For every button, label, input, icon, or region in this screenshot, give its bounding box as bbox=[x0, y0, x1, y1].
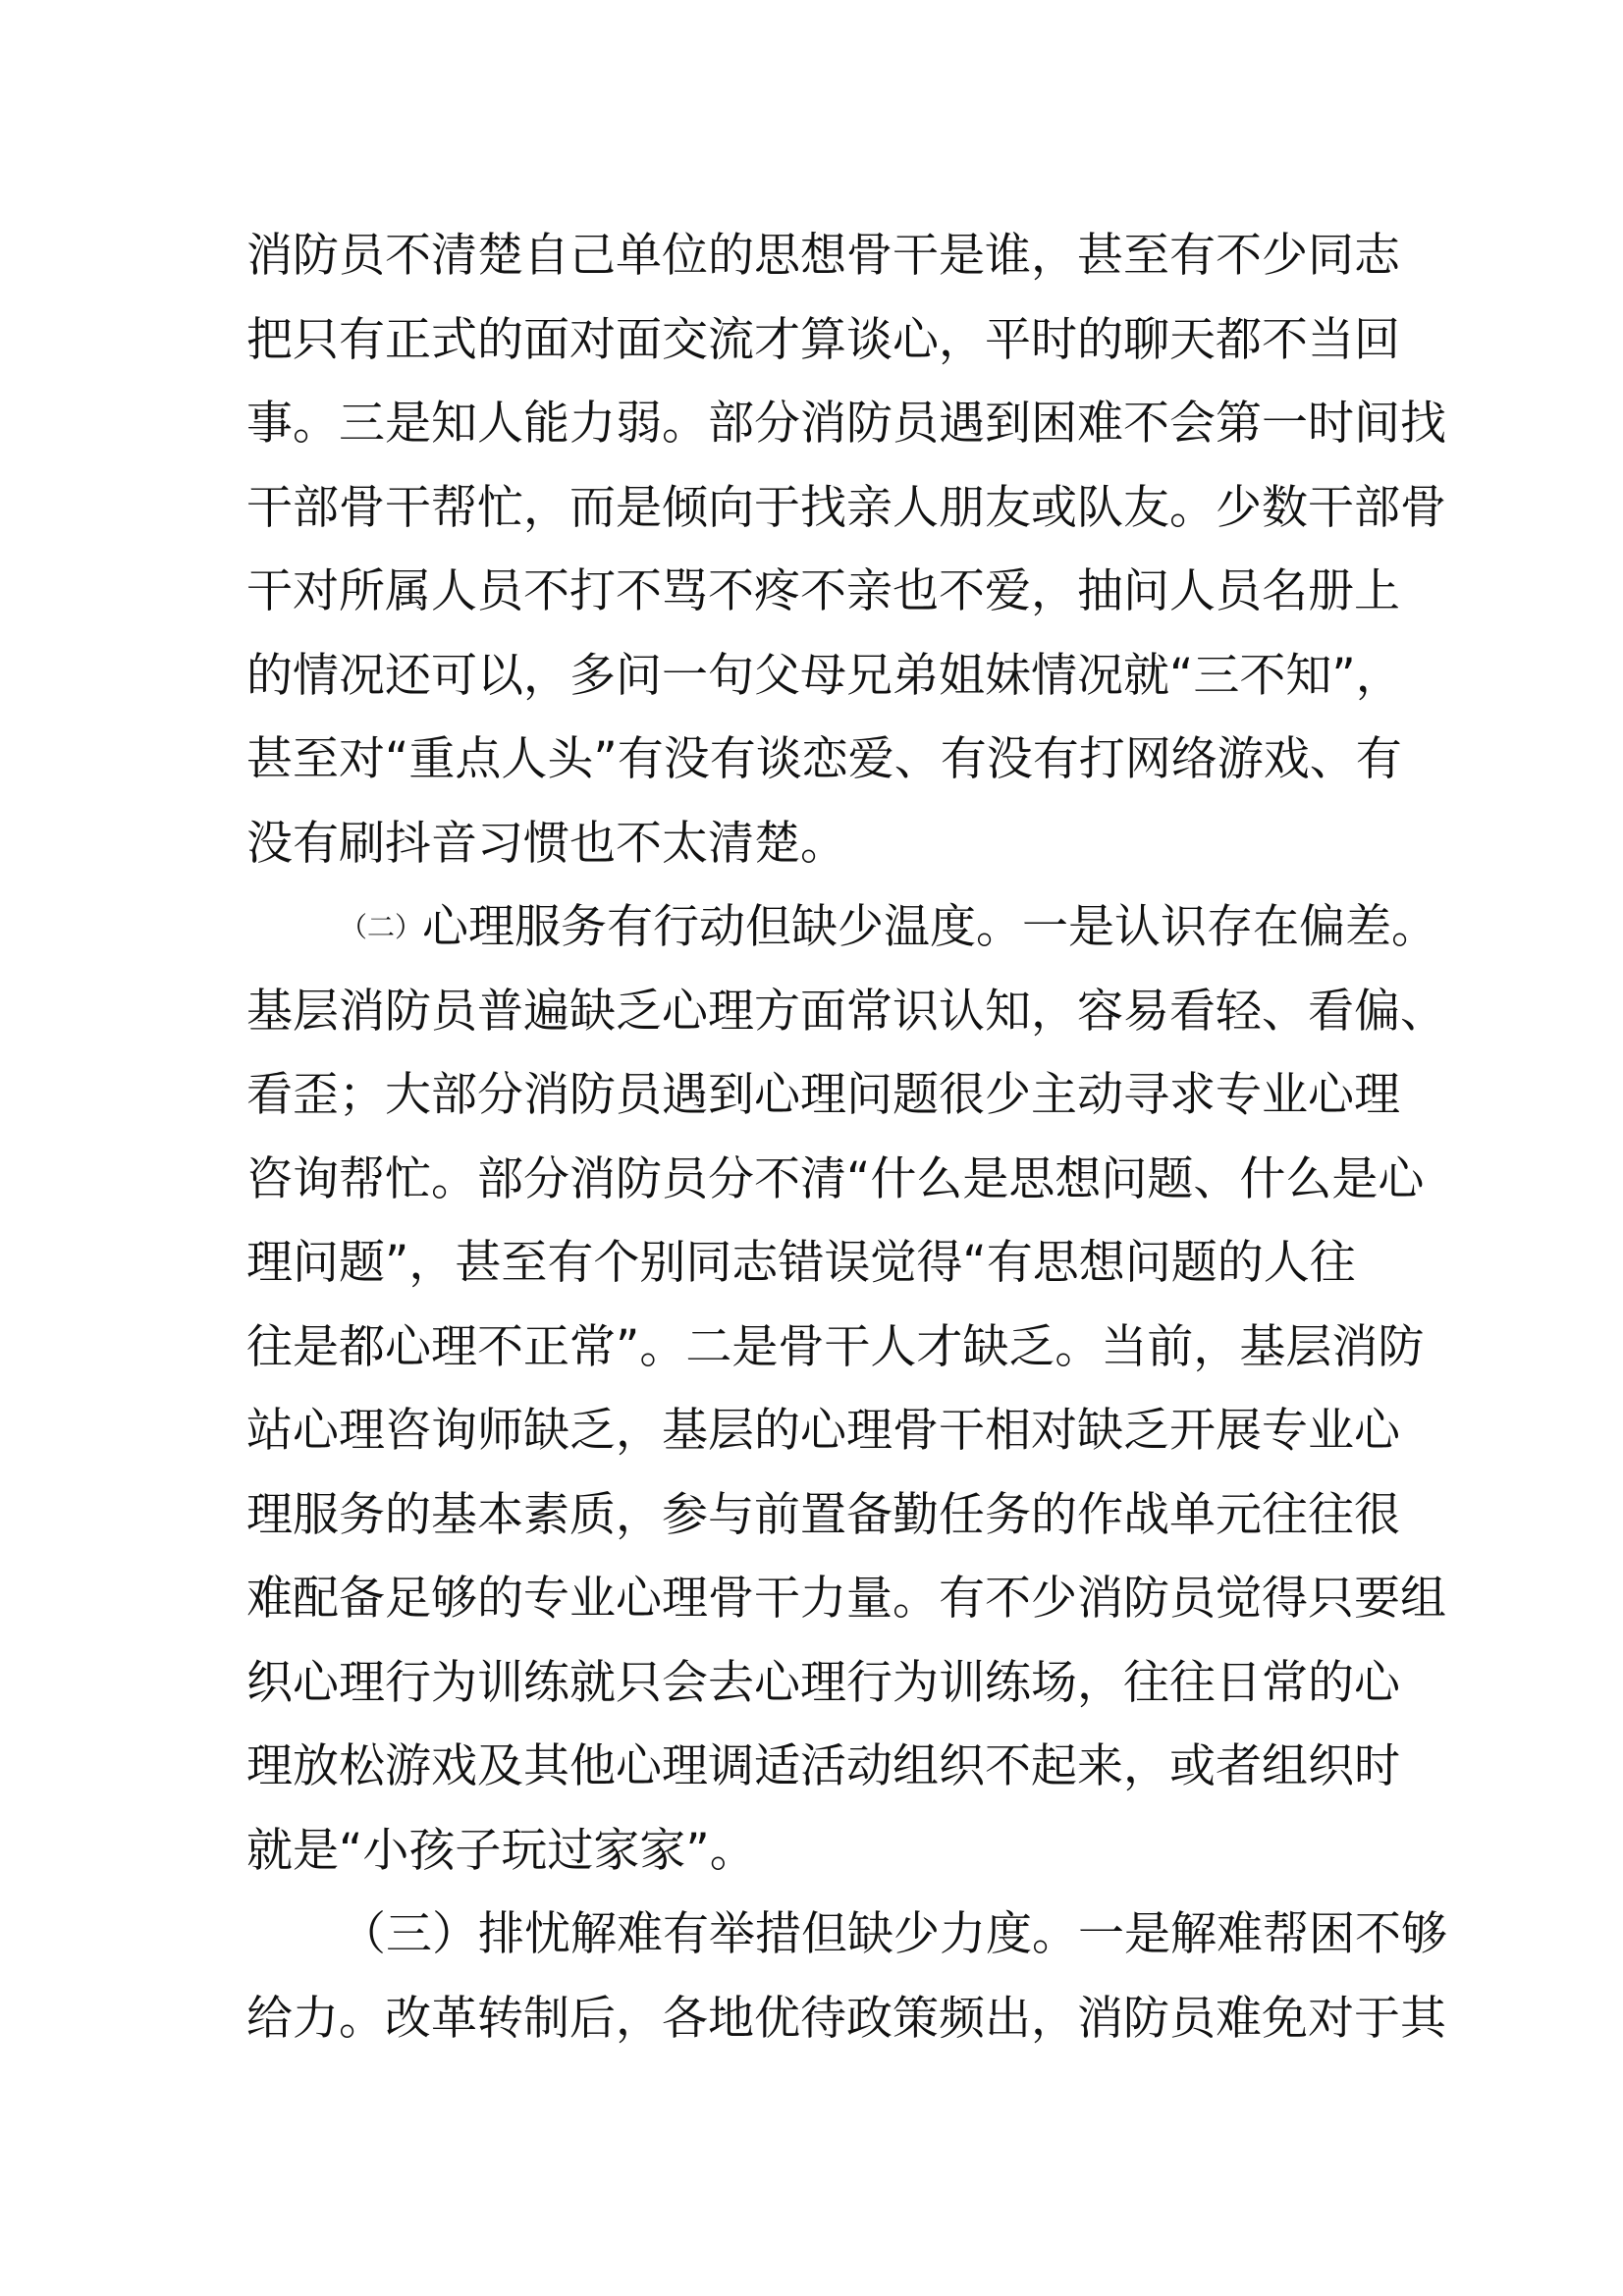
text-line: 站心理咨询师缺乏，基层的心理骨干相对缺乏开展专业心 bbox=[246, 1404, 1400, 1458]
text-line: 基层消防员普遍缺乏心理方面常识认知，容易看轻、看偏、 bbox=[246, 984, 1446, 1039]
text-line: 干对所属人员不打不骂不疼不亲也不爱，抽问人员名册上 bbox=[246, 564, 1400, 618]
text-line: 就是“小孩子玩过家家”。 bbox=[246, 1823, 756, 1878]
continuation-paragraph bbox=[246, 214, 1446, 885]
body-text bbox=[246, 214, 1447, 2060]
section-heading-text: 心理服务有行动但缺少温度。一是认识存在偏差。 bbox=[422, 900, 1438, 954]
section-three-paragraph bbox=[246, 1893, 1447, 2060]
text-line: 没有刷抖音习惯也不太清楚。 bbox=[246, 816, 846, 871]
text-line: 甚至对“重点人头”有没有谈恋爱、有没有打网络游戏、有 bbox=[246, 732, 1402, 786]
section-heading-line bbox=[246, 885, 1438, 970]
text-line: 理问题”，甚至有个别同志错误觉得“有思想问题的人往 bbox=[246, 1236, 1356, 1290]
text-line: 往是都心理不正常”。二是骨干人才缺乏。当前，基层消防 bbox=[246, 1319, 1425, 1374]
text-line: 的情况还可以，多问一句父母兄弟姐妹情况就“三不知”， bbox=[246, 648, 1402, 703]
section-number: （二） bbox=[340, 911, 423, 943]
text-line: 给力。改革转制后，各地优待政策频出，消防员难免对于其 bbox=[246, 1991, 1446, 2046]
text-line: 织心理行为训练就只会去心理行为训练场，往往日常的心 bbox=[246, 1655, 1400, 1710]
text-line: 事。三是知人能力弱。部分消防员遇到困难不会第一时间找 bbox=[246, 397, 1446, 451]
text-line: 咨询帮忙。部分消防员分不清“什么是思想问题、什么是心 bbox=[246, 1151, 1425, 1206]
text-line: 消防员不清楚自己单位的思想骨干是谁，甚至有不少同志 bbox=[246, 229, 1400, 283]
text-line: 把只有正式的面对面交流才算谈心，平时的聊天都不当回 bbox=[246, 312, 1400, 367]
text-line: 理服务的基本素质，参与前置备勤任务的作战单元往往很 bbox=[246, 1487, 1400, 1542]
section-heading-line: （三）排忧解难有举措但缺少力度。一是解难帮困不够 bbox=[340, 1907, 1447, 1961]
section-two-paragraph bbox=[246, 885, 1446, 1893]
text-line: 难配备足够的专业心理骨干力量。有不少消防员觉得只要组 bbox=[246, 1572, 1446, 1626]
text-line: 理放松游戏及其他心理调适活动组织不起来，或者组织时 bbox=[246, 1739, 1400, 1793]
text-line: 看歪；大部分消防员遇到心理问题很少主动寻求专业心理 bbox=[246, 1068, 1400, 1122]
text-line: 干部骨干帮忙，而是倾向于找亲人朋友或队友。少数干部骨 bbox=[246, 480, 1446, 535]
